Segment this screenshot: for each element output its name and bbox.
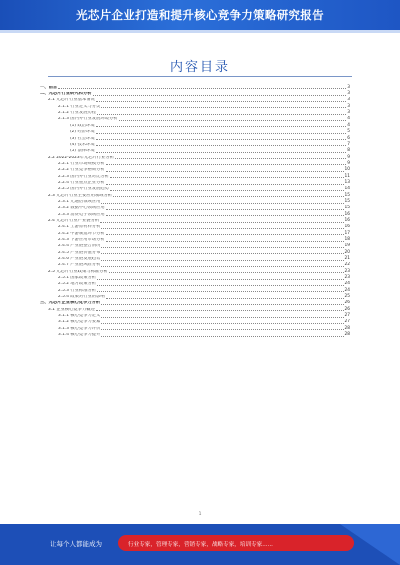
toc-leader-dots [101, 260, 343, 261]
toc-entry-page: 8 [347, 148, 350, 154]
toc-leader-dots [97, 291, 343, 292]
footer-tagline-badge [118, 535, 354, 551]
toc-entry-page: 5 [347, 129, 350, 135]
toc-entry-label: 2.4.6 产业链发展趋势 [58, 257, 101, 262]
toc-leader-dots [96, 152, 347, 153]
toc-leader-dots [101, 304, 343, 305]
toc-entry-label: 3.1.2 核心竞争力要素 [58, 320, 101, 325]
toc-entry-label: 2.5.1 国家政策分析 [58, 276, 97, 281]
toc-entry-label: 2.5 光芯片行业政策与标准分析 [48, 269, 108, 274]
toc-entry-label: 2.2.3 国内外行业对比分析 [58, 174, 109, 179]
toc-entry-page: 19 [344, 243, 350, 249]
toc-entry-page: 15 [344, 198, 350, 204]
toc-leader-dots [110, 190, 344, 191]
toc-leader-dots [106, 184, 344, 185]
toc-entry-label: 2.2.5 国内外行业发展趋势 [58, 187, 109, 192]
toc-entry-page: 3 [347, 110, 350, 116]
header-bar [0, 0, 400, 30]
toc-entry-label: 2.2 2022-2023年光芯片行业分析 [48, 155, 114, 160]
toc-leader-dots [97, 285, 343, 286]
toc-leader-dots [93, 95, 347, 96]
toc-entry-page: 4 [347, 116, 350, 122]
toc-entry-page: 13 [344, 179, 350, 185]
toc-leader-dots [106, 234, 344, 235]
toc-entry-page: 15 [344, 205, 350, 211]
toc-leader-dots [96, 145, 347, 146]
toc-entry-label: 2.1.1 行业定义与分类 [58, 104, 101, 109]
toc-entry-label: 2.1.2 行业发展历程 [58, 111, 97, 116]
toc-entry-page: 24 [344, 281, 350, 287]
toc-leader-dots [106, 171, 344, 172]
toc-entry-page: 17 [344, 230, 350, 236]
toc-entry-label: 2.5.4 政策对行业的影响 [58, 295, 105, 300]
toc-entry-label: (4) 技术环境 [70, 142, 95, 147]
toc-leader-dots [106, 298, 344, 299]
toc-leader-dots [96, 101, 346, 102]
header-accent-line [0, 30, 400, 33]
toc-entry-label: (1) 政治环境 [70, 123, 95, 128]
toc-entry-page: 16 [344, 217, 350, 223]
toc-entry-label: 3.1.1 核心竞争力定义 [58, 314, 101, 319]
toc-entry-page: 6 [347, 135, 350, 141]
toc-entry-page: 25 [344, 294, 350, 300]
toc-entry-page: 9 [347, 160, 350, 166]
toc-entry-page: 3 [347, 97, 350, 103]
toc-entry-label: 一、前言 [40, 85, 58, 90]
toc-leader-dots [101, 323, 343, 324]
toc-entry-page: 9 [347, 154, 350, 160]
toc-entry-label: 2.3.3 消费电子领域应用 [58, 212, 105, 217]
toc-entry-label: 二、光芯片行业研究和分析 [40, 92, 92, 97]
toc-entry-page: 14 [344, 186, 350, 192]
toc-leader-dots [106, 241, 344, 242]
toc-leader-dots [97, 114, 346, 115]
toc-entry-label: 2.1.3 国内外行业发展环境分析 [58, 117, 118, 122]
report-title: 光芯片企业打造和提升核心竞争力策略研究报告 [76, 8, 324, 22]
footer-tagline: 行业专家，管理专家，营销专家，战略专家，培训专家...... [128, 541, 273, 548]
toc-heading: 内容目录 [169, 60, 230, 75]
toc-entry-page: 3 [347, 84, 350, 90]
toc-leader-dots [100, 222, 343, 223]
toc-entry-page: 22 [344, 262, 350, 268]
toc-leader-dots [110, 177, 344, 178]
toc-entry-page: 3 [347, 91, 350, 97]
toc-entry-page: 26 [344, 306, 350, 312]
toc-leader-dots [101, 203, 343, 204]
toc-entry-label: 2.2.4 行业重点企业分析 [58, 180, 105, 185]
toc-entry-label: 2.4.5 产业链价值分布 [58, 250, 101, 255]
toc-entry-label: 2.4.7 产业链风险分析 [58, 263, 101, 268]
toc-entry-page: 28 [344, 325, 350, 331]
toc-entry-label: 2.4 光芯片行业产业链分析 [48, 218, 100, 223]
toc-entry-page: 10 [344, 167, 350, 173]
toc-leader-dots [101, 329, 343, 330]
toc-entry-page: 18 [344, 237, 350, 242]
toc-leader-dots [101, 247, 343, 248]
toc-entry-page: 4 [347, 122, 350, 128]
table-of-contents [40, 84, 350, 338]
toc-leader-dots [106, 215, 344, 216]
toc-divider [48, 76, 352, 77]
toc-entry-label: 2.5.2 地方政策分析 [58, 282, 97, 287]
toc-entry-label: 2.5.3 行业标准分析 [58, 288, 97, 293]
footer-slogan: 让每个人都能成为 [50, 540, 102, 548]
toc-entry-label: (3) 社会环境 [70, 136, 95, 141]
toc-leader-dots [101, 253, 343, 254]
toc-entry-label: (2) 经济环境 [70, 130, 95, 135]
toc-entry-label: 2.2.2 行业竞争格局分析 [58, 168, 105, 173]
toc-leader-dots [106, 209, 344, 210]
toc-leader-dots [101, 107, 346, 108]
toc-entry-page: 21 [344, 256, 350, 262]
toc-entry-page: 3 [347, 103, 350, 109]
toc-leader-dots [101, 266, 343, 267]
toc-entry-page: 16 [344, 224, 350, 230]
toc-entry-page: 20 [344, 249, 350, 255]
toc-entry[interactable] [40, 331, 350, 337]
toc-leader-dots [119, 120, 347, 121]
toc-leader-dots [96, 310, 344, 311]
toc-entry-label: 2.1 光芯片行业基本情况 [48, 98, 95, 103]
toc-entry-label: 2.4.2 中游制造环节分析 [58, 231, 105, 236]
toc-entry-label: 2.3.1 光通信领域应用 [58, 199, 101, 204]
toc-leader-dots [58, 88, 346, 89]
toc-leader-dots [113, 196, 343, 197]
toc-entry-label: 3.1.4 核心竞争力提升 [58, 333, 101, 338]
toc-entry-label: 2.3.2 数据中心领域应用 [58, 206, 105, 211]
toc-leader-dots [101, 228, 343, 229]
toc-leader-dots [96, 139, 347, 140]
toc-leader-dots [109, 272, 344, 273]
toc-leader-dots [96, 133, 347, 134]
toc-entry-page: 27 [344, 319, 350, 325]
toc-entry-page: 11 [344, 173, 350, 179]
toc-leader-dots [101, 317, 343, 318]
page-number: 1 [198, 512, 202, 517]
toc-leader-dots [115, 158, 346, 159]
toc-leader-dots [97, 279, 343, 280]
toc-entry-label: 3.1 企业核心竞争力概述 [48, 307, 95, 312]
toc-entry-label: 3.1.3 核心竞争力评价 [58, 326, 101, 331]
toc-leader-dots [96, 126, 347, 127]
toc-entry-label: 2.4.4 产业链整合情况 [58, 244, 101, 249]
toc-entry-label: 2.4.1 上游原材料分析 [58, 225, 101, 230]
toc-entry-page: 23 [344, 275, 350, 281]
toc-entry-page: 26 [344, 300, 350, 306]
toc-entry-page: 28 [344, 332, 350, 338]
toc-entry-label: 2.4.3 下游应用市场分析 [58, 238, 105, 242]
toc-entry-page: 15 [344, 192, 350, 198]
toc-entry-label: 2.2.1 行业市场规模分析 [58, 161, 105, 166]
toc-entry-label: (5) 法律环境 [70, 149, 95, 154]
toc-entry-page: 27 [344, 313, 350, 319]
toc-entry-page: 24 [344, 287, 350, 293]
toc-entry-page: 23 [344, 268, 350, 274]
toc-leader-dots [106, 164, 347, 165]
toc-entry-label: 2.3 光芯片行业主要应用领域分析 [48, 193, 113, 198]
toc-leader-dots [101, 336, 343, 337]
toc-entry-page: 16 [344, 211, 350, 217]
toc-entry-label: 三、光芯片企业核心竞争力分析 [40, 301, 101, 306]
toc-entry-page: 7 [347, 141, 350, 147]
